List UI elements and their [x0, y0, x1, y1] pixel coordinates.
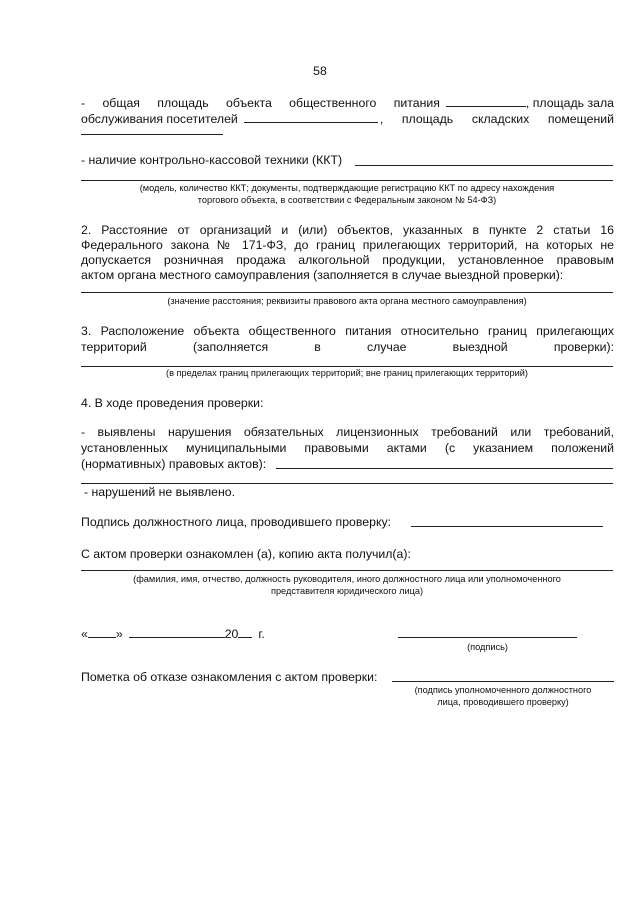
date-quote-close: » [115, 627, 123, 641]
kkt-note-1: (модель, количество ККТ; документы, подтверждающие регистрацию ККТ по адресу нахождения [139, 183, 555, 193]
inspection-heading: 4. В ходе проведения проверки: [81, 396, 264, 410]
page-number: 58 [313, 64, 327, 78]
location-note: (в пределах границ прилегающих территорий; вне границ прилегающих территорий) [166, 368, 528, 378]
distance-note: (значение расстояния; реквизиты правового акта органа местного самоуправления) [167, 296, 527, 306]
area-hall-field[interactable] [244, 110, 378, 123]
area-total-field[interactable] [446, 94, 526, 107]
no-violations: - нарушений не выявлено. [84, 485, 236, 499]
signature-label: Подпись должностного лица, проводившего проверку: [81, 515, 392, 529]
date-year-prefix: 20 [224, 627, 239, 641]
date-quote-open: « [81, 627, 88, 641]
area-line-1 [81, 94, 614, 111]
kkt-field[interactable] [355, 165, 613, 166]
refusal-label: Пометка об отказе ознакомления с актом проверки: [81, 670, 378, 684]
signature-field[interactable] [411, 526, 603, 527]
kkt-field-2[interactable] [81, 180, 613, 181]
sign-field[interactable] [398, 637, 577, 638]
area-visitors-label: обслуживания посетителей [81, 112, 238, 126]
area-storage-label: , площадь складских помещений [379, 112, 614, 126]
distance-line-2: Федерального закона № 171-ФЗ, до границ прилегающих территорий, на которых не [81, 238, 614, 252]
violations-line-3: (нормативных) правовых актов): [81, 457, 267, 471]
acquainted-note-1: (фамилия, имя, отчество, должность руководителя, иного должностного лица или уполномоченного [133, 574, 561, 584]
violations-line-1: - выявлены нарушения обязательных лицензионных требований или требований, [81, 425, 614, 439]
acquainted-field[interactable] [81, 570, 613, 571]
date-year-field[interactable] [238, 625, 252, 638]
date-month-field[interactable] [129, 625, 225, 638]
location-line-1: 3. Расположение объекта общественного питания относительно границ прилегающих [81, 324, 614, 338]
refusal-note-2: лица, проводившего проверку) [437, 697, 569, 707]
violations-line-2: установленных муниципальными правовыми актами (с указанием положений [81, 441, 614, 455]
area-total-label: - общая площадь объекта общественного питания [81, 96, 440, 110]
acquainted-note-2: представителя юридического лица) [270, 586, 424, 596]
date-year-suffix: г. [258, 627, 265, 641]
refusal-field[interactable] [392, 681, 614, 682]
area-hall-label: , площадь зала [525, 96, 614, 110]
distance-field[interactable] [81, 292, 613, 293]
area-storage-field[interactable] [81, 134, 223, 135]
distance-line-3: допускается розничная продажа алкогольной продукции, установленное правовым [81, 253, 614, 267]
violations-field[interactable] [276, 468, 613, 469]
sign-note: (подпись) [467, 642, 508, 652]
date-day-field[interactable] [88, 625, 116, 638]
distance-line-1: 2. Расстояние от организаций и (или) объектов, указанных в пункте 2 статьи 16 [81, 223, 614, 237]
refusal-note-1: (подпись уполномоченного должностного [414, 685, 592, 695]
kkt-label: - наличие контрольно-кассовой техники (ККТ) [81, 153, 343, 167]
date-line [81, 625, 265, 642]
kkt-note-2: торгового объекта, в соответствии с Федеральным законом № 54-ФЗ) [197, 195, 497, 205]
acquainted-label: С актом проверки ознакомлен (а), копию акта получил(а): [81, 547, 411, 561]
location-line-2: территорий (заполняется в случае выездной проверки): [81, 340, 614, 354]
distance-line-4: актом органа местного самоуправления (заполняется в случае выездной проверки): [81, 268, 564, 282]
area-line-2 [81, 110, 614, 127]
